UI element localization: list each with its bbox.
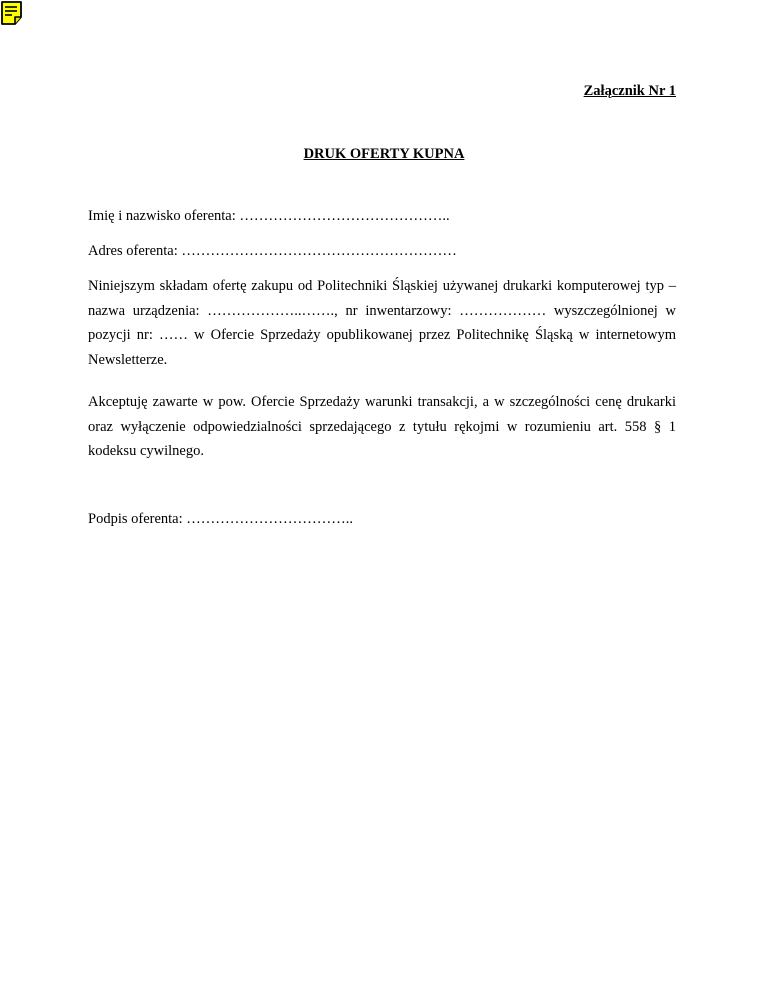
offeror-address-line: Adres oferenta: ………………………………………………… [88,243,457,259]
offeror-name-line: Imię i nazwisko oferenta: …………………………………….. [88,208,450,224]
offer-paragraph: Niniejszym składam ofertę zakupu od Politechniki Śląskiej używanej drukarki komputerowej typ – nazwa urządzenia: ………………..……., nr inwentarzowy: ……………… wyszczególnionej w pozycji nr: …… w Ofercie Sprzedaży opublikowanej przez Politechnikę Śląską w internetowym Newsletterze. [88,278,676,368]
document-title: DRUK OFERTY KUPNA [303,146,465,162]
signature-line: Podpis oferenta: …………………………….. [88,511,354,527]
acceptance-paragraph: Akceptuję zawarte w pow. Ofercie Sprzedaży warunki transakcji, a w szczególności cenę drukarki oraz wyłączenie odpowiedzialności sprzedającego z tytułu rękojmi w rozumieniu art. 558 § 1 kodeksu cywilnego. [88,394,676,459]
sticky-note-icon[interactable] [0,0,24,26]
annex-label: Załącznik Nr 1 [583,83,676,99]
